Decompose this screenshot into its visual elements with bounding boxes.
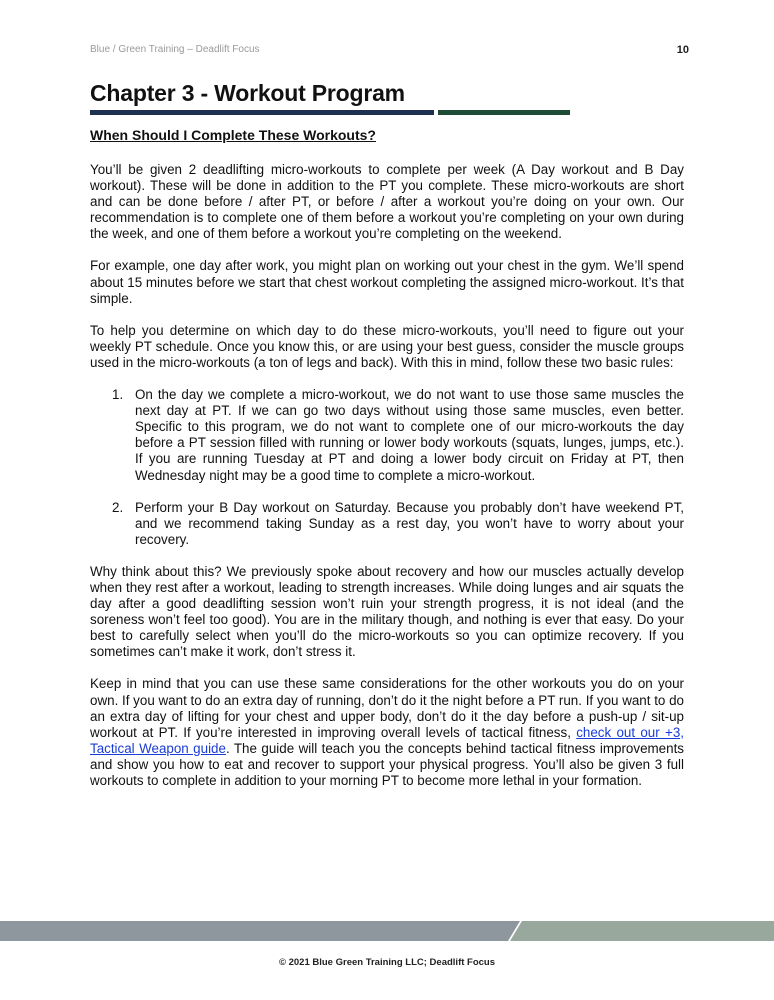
list-item-text: Perform your B Day workout on Saturday. Because you probably don’t have weekend PT, and we recommend taking Sunday as a rest day, you won’t have to worry about your recovery.: [135, 499, 684, 547]
body-text: [90, 162, 684, 805]
running-header: Blue / Green Training – Deadlift Focus: [90, 44, 260, 55]
paragraph-considerations: [90, 676, 684, 789]
rules-list: [90, 387, 684, 548]
list-item: [90, 500, 684, 548]
section-heading: When Should I Complete These Workouts?: [90, 127, 376, 143]
paragraph-example: For example, one day after work, you might plan on working out your chest in the gym. We’ll spend about 15 minutes before we start that chest workout completing the assigned micro-workout. It’s that simple.: [90, 258, 684, 306]
paragraph-recovery: Why think about this? We previously spoke about recovery and how our muscles actually develop when they rest after a workout, leading to strength increases. While doing lunges and air squats the day after a good deadlifting session won’t ruin your strength progress, it is not ideal (and the soreness won’t feel too good). You are in the military though, and nothing is ever that easy. Do your best to carefully select when you’ll do the micro-workouts so you can optimize recovery. If you sometimes can’t make it work, don’t stress it.: [90, 563, 684, 660]
title-rule-green: [438, 110, 570, 115]
footer-copyright: © 2021 Blue Green Training LLC; Deadlift Focus: [278, 957, 496, 968]
paragraph-text-after-link: . The guide will teach you the concepts behind tactical fitness improvements and show you how to eat and recover to support your physical progress. You’ll also be given 3 full workouts to complete in addition to your morning PT to become more lethal in your formation.: [90, 740, 684, 788]
paragraph-text-before-link: Keep in mind that you can use these same considerations for the other workouts you do on your own. If you want to do an extra day of running, don’t do it the night before a PT run. If you want to do an extra day of lifting for your chest and upper body, don’t do it the day before a push-up / sit-up workout at PT. If you’re interested in improving overall levels of tactical fitness,: [90, 676, 684, 740]
title-rule-navy: [90, 110, 434, 115]
list-number: 1.: [112, 387, 124, 403]
list-item-text: On the day we complete a micro-workout, we do not want to use those same muscles the next day at PT. If we can go two days without using those same muscles, even better. Specific to this program, we do not want to complete one of our micro-workouts the day before a PT session filled with running or lower body workouts (squats, lunges, jumps, etc.). If you are running Tuesday at PT and doing a lower body circuit on Friday at PT, then Wednesday night may be a good time to complete a micro-workout.: [135, 387, 684, 483]
page-number: 10: [676, 44, 689, 56]
list-item: [90, 387, 684, 484]
paragraph-schedule: To help you determine on which day to do these micro-workouts, you’ll need to figure out your weekly PT schedule. Once you know this, or are using your best guess, consider the muscle groups used in the micro-workouts (a ton of legs and back). With this in mind, follow these two basic rules:: [90, 322, 684, 370]
chapter-title: Chapter 3 - Workout Program: [90, 80, 405, 106]
paragraph-micro-workouts: You’ll be given 2 deadlifting micro-workouts to complete per week (A Day workout and B Day workout). These will be done in addition to the PT you complete. These micro-workouts are short and can be done before / after PT, or before / after a workout you’re doing on your own. Our recommendation is to complete one of them before a workout you’re completing on your own during the week, and one of them before a workout you’re completing on the weekend.: [90, 162, 684, 242]
footer-band: [0, 921, 774, 941]
list-number: 2.: [112, 499, 124, 515]
tactical-weapon-guide-link[interactable]: check out our +3, Tactical Weapon guide: [90, 724, 684, 756]
